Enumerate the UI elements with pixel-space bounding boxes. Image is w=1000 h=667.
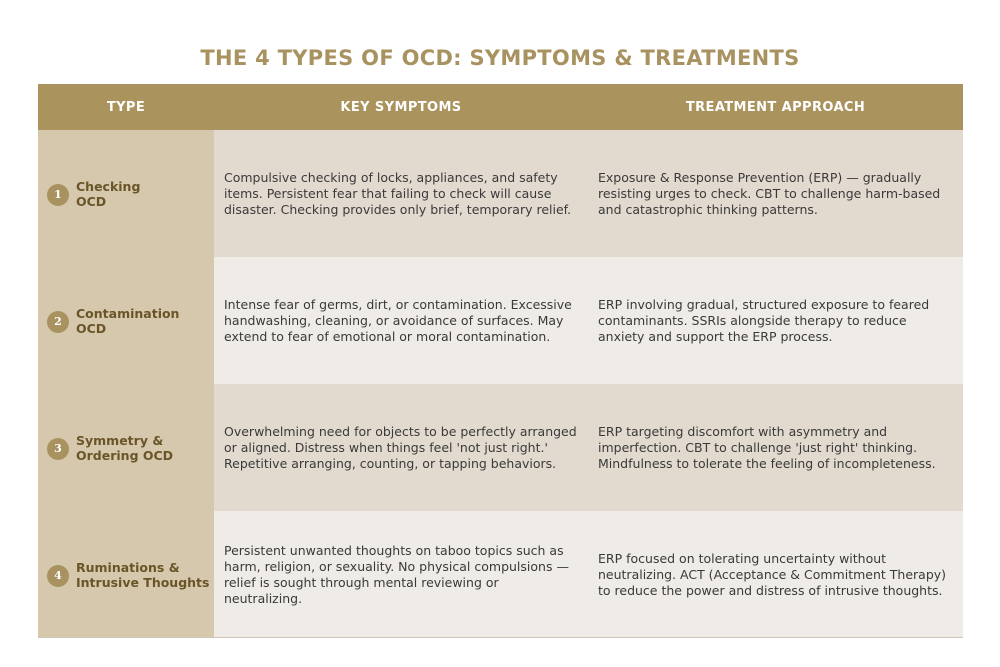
table-row <box>38 257 963 384</box>
header-type: TYPE <box>106 99 146 115</box>
type-label: Symmetry & Ordering OCD <box>76 432 174 463</box>
number-badge: 3 <box>47 438 69 460</box>
table-row <box>38 130 963 257</box>
bottom-divider <box>38 637 963 638</box>
type-cell <box>38 384 214 511</box>
treatment-text: ERP targeting discomfort with asymmetry and imperfection. CBT to challenge 'just right' thinking. Mindfulness to tolerate the feeling of incompleteness. <box>598 423 936 471</box>
treatment-text: Exposure & Response Prevention (ERP) — gradually resisting urges to check. CBT to challenge harm-based and catastrophic thinking patterns. <box>598 169 941 217</box>
treatment-text: ERP focused on tolerating uncertainty without neutralizing. ACT (Acceptance & Commitment Therapy) to reduce the power and distress of intrusive thoughts. <box>598 550 947 598</box>
symptoms-text: Overwhelming need for objects to be perfectly arranged or aligned. Distress when things feel 'not just right.' Repetitive arranging, counting, or tapping behaviors. <box>224 423 577 471</box>
symptoms-text: Persistent unwanted thoughts on taboo topics such as harm, religion, or sexuality. No physical compulsions — relief is sought through mental reviewing or neutralizing. <box>224 542 569 606</box>
number-badge: 2 <box>47 311 69 333</box>
number-badge: 4 <box>47 565 69 587</box>
type-label: Contamination OCD <box>76 305 180 336</box>
type-label: Ruminations & Intrusive Thoughts <box>76 559 210 590</box>
table-row <box>38 384 963 511</box>
table-header <box>38 84 963 130</box>
type-cell <box>38 257 214 384</box>
treatment-cell <box>588 257 963 384</box>
page-title: THE 4 TYPES OF OCD: SYMPTOMS & TREATMENTS <box>200 46 800 70</box>
header-key-symptoms: KEY SYMPTOMS <box>340 99 462 115</box>
symptoms-text: Intense fear of germs, dirt, or contamination. Excessive handwashing, cleaning, or avoidance of surfaces. May extend to fear of emotional or moral contamination. <box>224 296 572 344</box>
symptoms-cell <box>214 511 588 638</box>
treatment-cell <box>588 511 963 638</box>
table-row <box>38 511 963 638</box>
treatment-text: ERP involving gradual, structured exposure to feared contaminants. SSRIs alongside therapy to reduce anxiety and support the ERP process. <box>598 296 930 344</box>
symptoms-cell <box>214 257 588 384</box>
header-treatment-approach: TREATMENT APPROACH <box>685 99 866 115</box>
number-badge: 1 <box>47 184 69 206</box>
type-cell <box>38 130 214 257</box>
symptoms-cell <box>214 130 588 257</box>
type-label: Checking OCD <box>76 178 141 209</box>
symptoms-cell <box>214 384 588 511</box>
symptoms-text: Compulsive checking of locks, appliances, and safety items. Persistent fear that failing to check will cause disaster. Checking provides only brief, temporary relief. <box>224 169 572 217</box>
treatment-cell <box>588 130 963 257</box>
treatment-cell <box>588 384 963 511</box>
ocd-types-table <box>38 84 963 638</box>
type-cell <box>38 511 214 638</box>
